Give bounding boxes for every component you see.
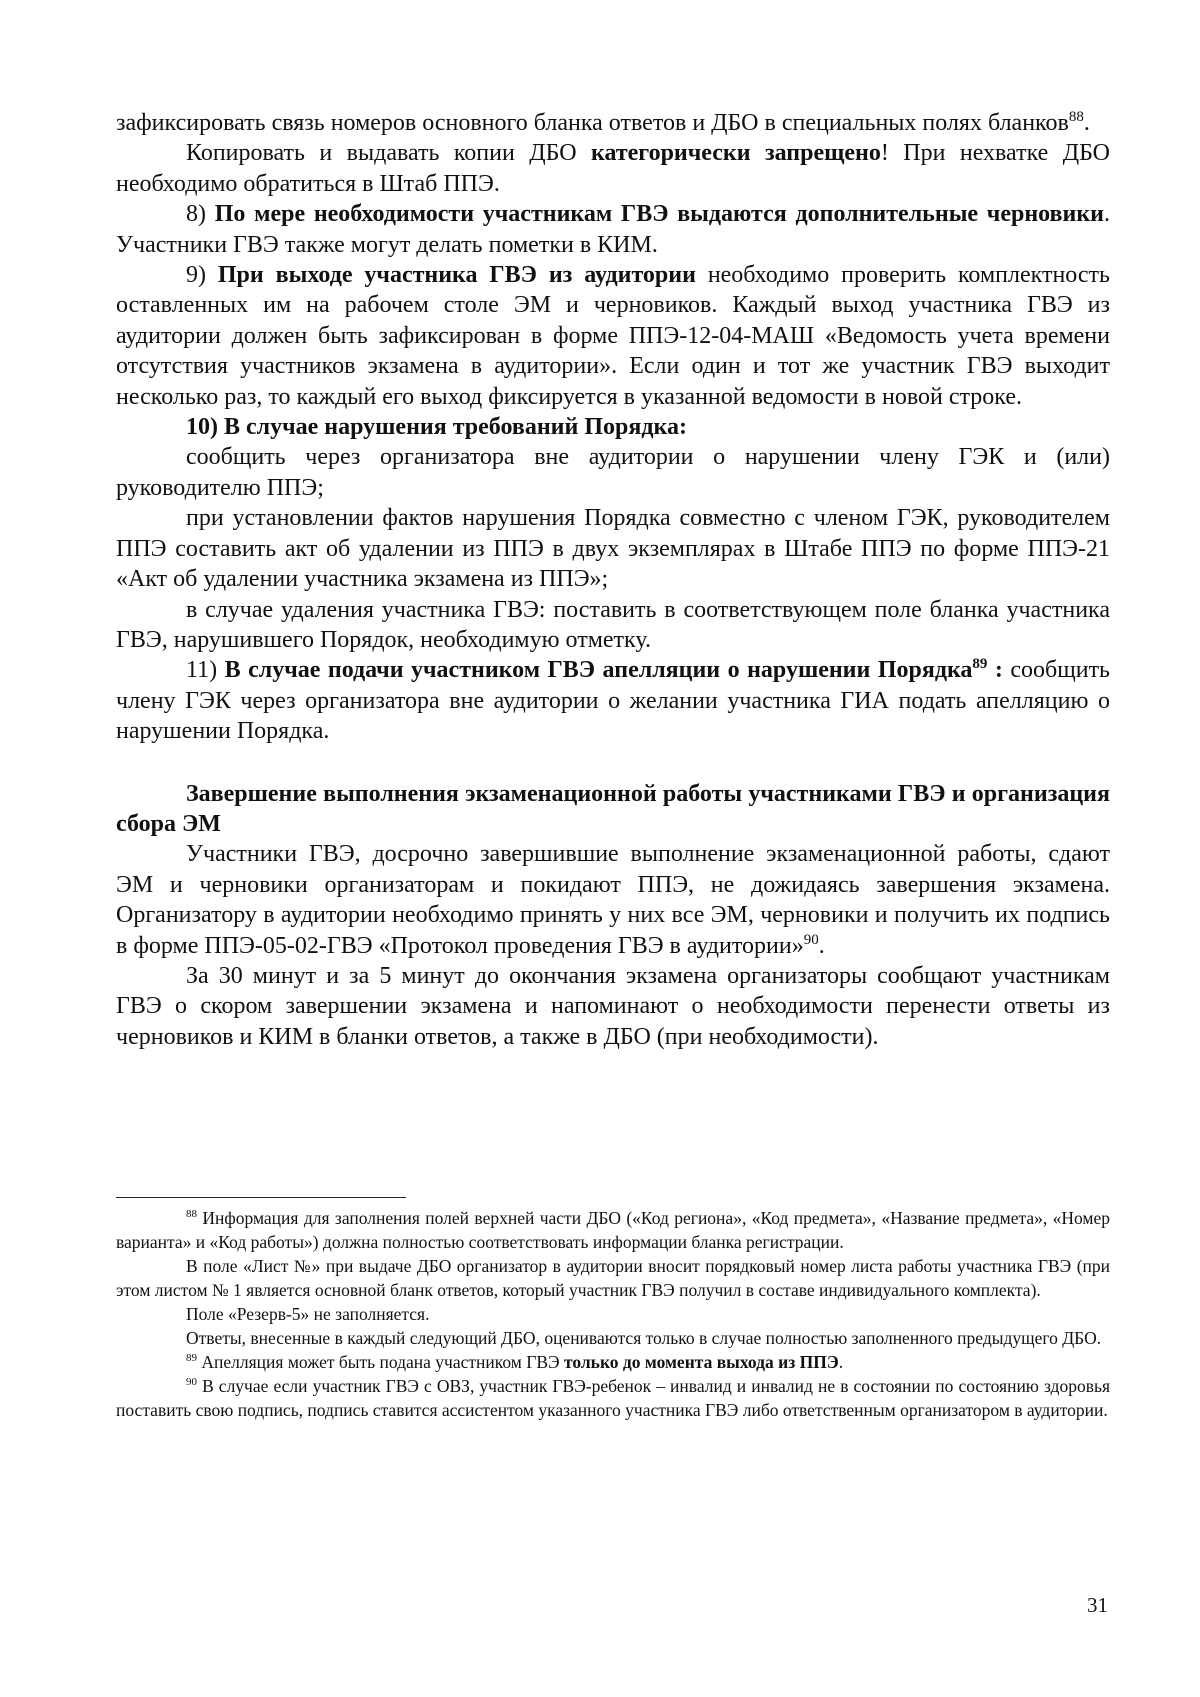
item-heading: По мере необходимости участникам ГВЭ выдаются дополнительные черновики [214, 201, 1105, 228]
paragraph-text: сообщить члену ГЭК через организатора вне аудитории о желании участника ГИА подать апелляцию о нарушении Порядка. [116, 657, 1111, 745]
paragraph-text: ! При нехватке ДБО необходимо обратиться в Штаб ППЭ. [116, 140, 1111, 197]
paragraph-time-warning: За 30 минут и за 5 минут до окончания экзамена организаторы сообщают участникам ГВЭ о скором завершении экзамена и напоминают о необходимости перенести ответы из черновиков и КИМ в бланки ответов, а также в ДБО (при необходимости). [116, 962, 1110, 1050]
paragraph-text: Участники ГВЭ, досрочно завершившие выполнение экзаменационной работы, сдают ЭМ и черновики организаторам и покидают ППЭ, не дожидаясь завершения экзамена. Организатору в аудитории необходимо принять у них все ЭМ, черновики и получить их подпись в форме ППЭ-05-02-ГВЭ «Протокол проведения ГВЭ в аудитории» [116, 841, 1110, 959]
paragraph-1 [116, 108, 1110, 138]
paragraph-text: необходимо проверить комплектность оставленных им на рабочем столе ЭМ и черновиков. Каждый выход участника ГВЭ из аудитории должен быть зафиксирован в форме ППЭ-12-04-МАШ «Ведомость учета времени отсутствия участников экзамена в аудитории». Если один и тот же участник ГВЭ выходит несколько раз, то каждый его выход фиксируется в указанной ведомости в новой строке. [116, 262, 1110, 410]
footnote-marker: 90 [186, 1376, 197, 1389]
item-11 [116, 655, 1110, 746]
spacer [116, 747, 1110, 779]
item-9 [116, 260, 1110, 412]
punctuation: . [838, 1352, 844, 1372]
paragraph-text: Копировать и выдавать копии ДБО [186, 140, 591, 167]
paragraph-violation-act: при установлении фактов нарушения Порядка совместно с членом ГЭК, руководителем ППЭ составить акт об удалении из ППЭ в двух экземплярах в Штабе ППЭ по форме ППЭ-21 «Акт об удалении участника экзамена из ППЭ»; [116, 505, 1110, 593]
item-number: 11) [186, 657, 225, 684]
footnote-ref-90: 90 [803, 931, 819, 948]
item-number: 8) [186, 201, 215, 228]
footnote-88-part-2: В поле «Лист №» при выдаче ДБО организатор в аудитории вносит порядковый номер листа работы участника ГВЭ (при этом листом № 1 является основной бланк ответов, который участник ГВЭ получил в составе индивидуального комплекта). [116, 1256, 1110, 1300]
footnote-88-part-4: Ответы, внесенные в каждый следующий ДБО, оцениваются только в случае полностью заполненного предыдущего ДБО. [186, 1328, 1102, 1348]
paragraph-text: зафиксировать связь номеров основного бланка ответов и ДБО в специальных полях бланков [116, 110, 1069, 136]
footnote-marker: 89 [186, 1352, 197, 1365]
punctuation: . [1083, 110, 1090, 136]
item-heading: В случае подачи участником ГВЭ апелляции о нарушении Порядка [224, 657, 973, 684]
footnote-text: Информация для заполнения полей верхней части ДБО («Код региона», «Код предмета», «Название предмета», «Номер варианта» и «Код работы») должна полностью соответствовать информации бланка регистрации. [116, 1208, 1110, 1252]
footnote-separator [116, 1197, 406, 1198]
item-heading: При выходе участника ГВЭ из аудитории [217, 262, 696, 289]
paragraph-notify: сообщить через организатора вне аудитории о нарушении члену ГЭК и (или) руководителю ППЭ; [116, 444, 1110, 501]
footnote-89 [116, 1350, 1110, 1374]
item-10-heading: 10) В случае нарушения требований Порядка: [186, 414, 687, 441]
footnote-marker: 88 [186, 1208, 197, 1221]
paragraph-early-finish [116, 839, 1110, 961]
emphasis-text: только до момента выхода из ППЭ [563, 1352, 839, 1372]
punctuation: . [818, 932, 825, 959]
footnote-text: Апелляция может быть подана участником ГВЭ [197, 1352, 564, 1372]
paragraph-2 [116, 138, 1110, 199]
footnotes [116, 1206, 1110, 1422]
emphasis-text: категорически запрещено [590, 140, 881, 167]
main-text [116, 108, 1110, 1052]
paragraph-removal: в случае удаления участника ГВЭ: поставить в соответствующем поле бланка участника ГВЭ, нарушившего Порядок, необходимую отметку. [116, 596, 1110, 653]
paragraph-text: . Участники ГВЭ также могут делать пометки в КИМ. [116, 201, 1111, 258]
punctuation: : [987, 657, 1003, 684]
item-8 [116, 199, 1110, 260]
footnote-88-part-3: Поле «Резерв-5» не заполняется. [186, 1304, 430, 1324]
footnote-90 [116, 1374, 1110, 1422]
section-heading: Завершение выполнения экзаменационной работы участниками ГВЭ и организация сбора ЭМ [116, 780, 1110, 837]
footnote-text: В случае если участник ГВЭ с ОВЗ, участник ГВЭ-ребенок – инвалид и инвалид не в состоянии по состоянию здоровья поставить свою подпись, подпись ставится ассистентом указанного участника ГВЭ либо ответственным организатором в аудитории. [116, 1376, 1110, 1420]
item-number: 9) [186, 262, 218, 289]
page-number: 31 [1087, 1593, 1108, 1617]
footnote-ref-88: 88 [1068, 109, 1084, 125]
footnote-88 [116, 1206, 1110, 1254]
footnote-ref-89: 89 [972, 656, 988, 673]
